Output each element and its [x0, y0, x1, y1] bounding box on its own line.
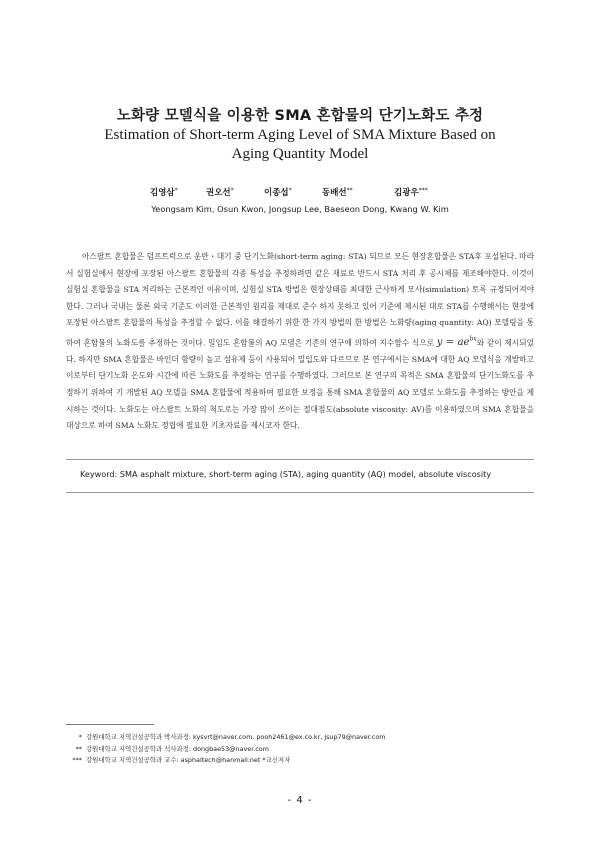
authors-english: Yeongsam Kim, Osun Kwon, Jongsup Lee, Baeseon Dong, Kwang W. Kim: [151, 204, 449, 214]
abstract: [66, 249, 534, 435]
footnote-3: *** 강원대학교 지역건설공학과 교수: asphaltech@hanmail.net *교신저자: [72, 756, 291, 764]
keywords: Keyword: SMA asphalt mixture, short-term aging (STA), aging quantity (AQ) model, absolute viscosity: [80, 469, 492, 479]
title-english-line-1: Estimation of Short-term Aging Level of SMA Mixture Based on: [104, 127, 496, 143]
footnote-2: ** 강원대학교 지역건설공학과 석사과정: dongbae53@naver.com: [75, 744, 269, 753]
footnotes: [66, 732, 536, 767]
footnote-1: * 강원대학교 지역건설공학과 박사과정: kysvrt@naver.com, pooh2461@ex.co.kr, jsup79@naver.com: [78, 733, 386, 741]
authors-korean: [150, 186, 450, 200]
author-3: 이종섭*: [264, 187, 292, 198]
author-4: 동배선**: [322, 187, 353, 198]
abstract-text-part-1: 아스팔트 혼합물은 덤프트럭으로 운반・대기 중 단기노화(short-term aging: STA) 되므로 모든 현장혼합물은 STA후 포설된다. 따라서 실험실에서 현장에 포장된 아스팔트 혼합물의 각종 특성을 추정하려면 같은 재료로 반드시 STA 처리 후 공시체를 제조해야한다. 이것이 실험실 혼합물을 STA 처리하는 근본적인 이유이며, 실험실 STA 방법은 현장상태를 최대한 근사하게 모사(simulation) 토록 규정되어져야 한다. 그러나 국내는 물론 외국 기준도 이러한 근본적인 원리를 제대로 준수 하지 못하고 있어 기준에 제시된 대로 STA를 수행해서는 현장에 포장된 아스팔트 혼합물의 특성을 추정할 수 없다. 이를 해결하기 위한 한 가지 방법의 한 방법은 노화량(aging quantity: AQ) 모델링을 통하여 혼합물의 노화도를 추정하는 것이다. 밀입도 혼합물의 AQ 모델은 기존의 연구에 의하여 지수함수 식으로: [66, 252, 534, 348]
page-number: - 4 -: [287, 795, 313, 806]
aq-model-formula: $y = ae^{bx}$: [436, 335, 477, 349]
keyword-top-rule: [66, 459, 534, 460]
title-english-line-2: Aging Quantity Model: [231, 146, 369, 162]
title-korean: 노화량 모델식을 이용한 SMA 혼합물의 단기노화도 추정: [116, 108, 484, 124]
author-5: 김광우***: [394, 187, 428, 198]
keyword-bottom-rule: [66, 492, 534, 493]
abstract-paragraph: [66, 249, 534, 435]
abstract-text-part-2: 와 같이 제시되었다. 하지만 SMA 혼합물은 바인더 함량이 높고 섬유제 등이 사용되어 밀입도와 다르므로 본 연구에서는 SMA에 대한 AQ 모델식을 개발하고 이로부터 단기노화 온도와 시간에 따른 노화도를 추정하는 연구를 수행하였다. 그러므로 본 연구의 목적은 SMA 혼합물의 단기노화도를 추정하기 위하여 기 개발된 AQ 모델을 SMA 혼합물에 적용하여 필요한 보정을 통해 SMA 혼합물의 AQ 모델로 노화도를 추정하는 방안을 제시하는 것이다. 노화도는 아스팔트 노화의 척도로는 가장 많이 쓰이는 절대점도(absolute viscosity: AV)를 이용하였으며 SMA 혼합물을 대상으로 하여 SMA 노화도 정립에 필요한 기초자료를 제시코자 한다.: [66, 338, 534, 431]
footnote-separator: [66, 724, 154, 725]
title-english: [40, 126, 560, 164]
author-2: 권오선*: [206, 187, 234, 198]
author-1: 김영삼*: [150, 187, 178, 198]
